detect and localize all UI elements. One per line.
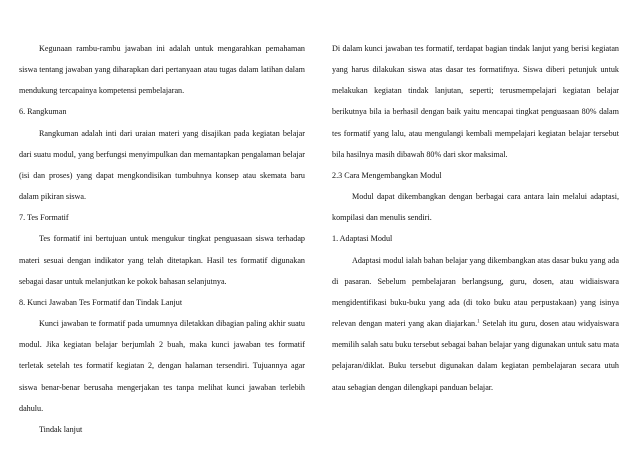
- adaptasi-text-part2: Setelah itu guru, dosen atau widyaiswara memilih salah satu buku tersebut sebagai bahan belajar yang digunakan untuk satu mata pelajaran/diklat. Buku tersebut digunakan dalam kegiatan pembelajaran secara utuh atau sebagian dengan dilengkapi panduan belajar.: [332, 319, 619, 392]
- paragraph-kunci-jawaban: Kunci jawaban te formatif pada umumnya diletakkan dibagian paling akhir suatu modul. Jika kegiatan belajar berjumlah 2 buah, maka kunci jawaban tes formatif terletak setelah tes formatif kegiatan 2, dengan halaman tersendiri. Tujuannya agar siswa benar-benar berusaha mengerjakan tes tanpa melihat kunci jawaban terlebih dahulu.: [19, 319, 305, 413]
- paragraph-kunci-detail: Di dalam kunci jawaban tes formatif, terdapat bagian tindak lanjut yang berisi kegiatan yang harus dilakukan siswa atas dasar tes formatifnya. Siswa diberi petunjuk untuk melakukan kegiatan tindak lanjutan, seperti; terusmempelajari kegiatan belajar berikutnya bila ia berhasil dengan baik yaitu mencapai tingkat penguasaan 80% dalam tes formatif yang lalu, atau mengulangi kembali mempelajari kegiatan belajar tersebut bila hasilnya masih dibawah 80% dari skor maksimal.: [332, 44, 619, 159]
- paragraph-tes-formatif: Tes formatif ini bertujuan untuk mengukur tingkat penguasaan siswa terhadap materi sesuai dengan indikator yang telah ditetapkan. Hasil tes formatif digunakan sebagai dasar untuk melanjutkan ke pokok bahasan selanjutnya.: [19, 234, 305, 286]
- footnote-marker: 1: [477, 319, 480, 325]
- paragraph-usefulness: Kegunaan rambu-rambu jawaban ini adalah untuk mengarahkan pemahaman siswa tentang jawaban yang diharapkan dari pertanyaan atau tugas dalam latihan dalam mendukung tercapainya kompetensi pembelajaran.: [19, 44, 305, 96]
- heading-kunci-jawaban: 8. Kunci Jawaban Tes Formatif dan Tindak Lanjut: [19, 297, 183, 307]
- paragraph-cara-mengembangkan: Modul dapat dikembangkan dengan berbagai cara antara lain melalui adaptasi, kompilasi dan menulis sendiri.: [332, 192, 619, 223]
- heading-tes-formatif: 7. Tes Formatif: [19, 213, 69, 223]
- heading-cara-mengembangkan: 2.3 Cara Mengembangkan Modul: [332, 170, 442, 180]
- right-column: [332, 38, 619, 398]
- adaptasi-text-part1: Adaptasi modul ialah bahan belajar yang dikembangkan atas dasar buku yang ada di pasaran. Sebelum pembelajaran berlangsung, guru, dosen, atau widiaiswara mengidentifikasi buku-buku yang ada (di toko buku atau perpustakaan) yang isinya relevan dengan materi yang akan diajarkan.: [332, 255, 619, 329]
- heading-rangkuman: 6. Rangkuman: [19, 107, 67, 117]
- paragraph-tindak-lanjut: Tindak lanjut: [39, 424, 83, 434]
- left-column: [19, 38, 305, 440]
- paragraph-rangkuman: Rangkuman adalah inti dari uraian materi yang disajikan pada kegiatan belajar dari suatu modul, yang berfungsi menyimpulkan dan memantapkan pengalaman belajar (isi dan proses) yang dapat mengkondisikan tumbuhnya konsep atau skemata baru dalam pikiran siswa.: [19, 128, 305, 202]
- heading-adaptasi-modul: 1. Adaptasi Modul: [332, 234, 393, 244]
- paragraph-adaptasi-modul: [332, 250, 619, 398]
